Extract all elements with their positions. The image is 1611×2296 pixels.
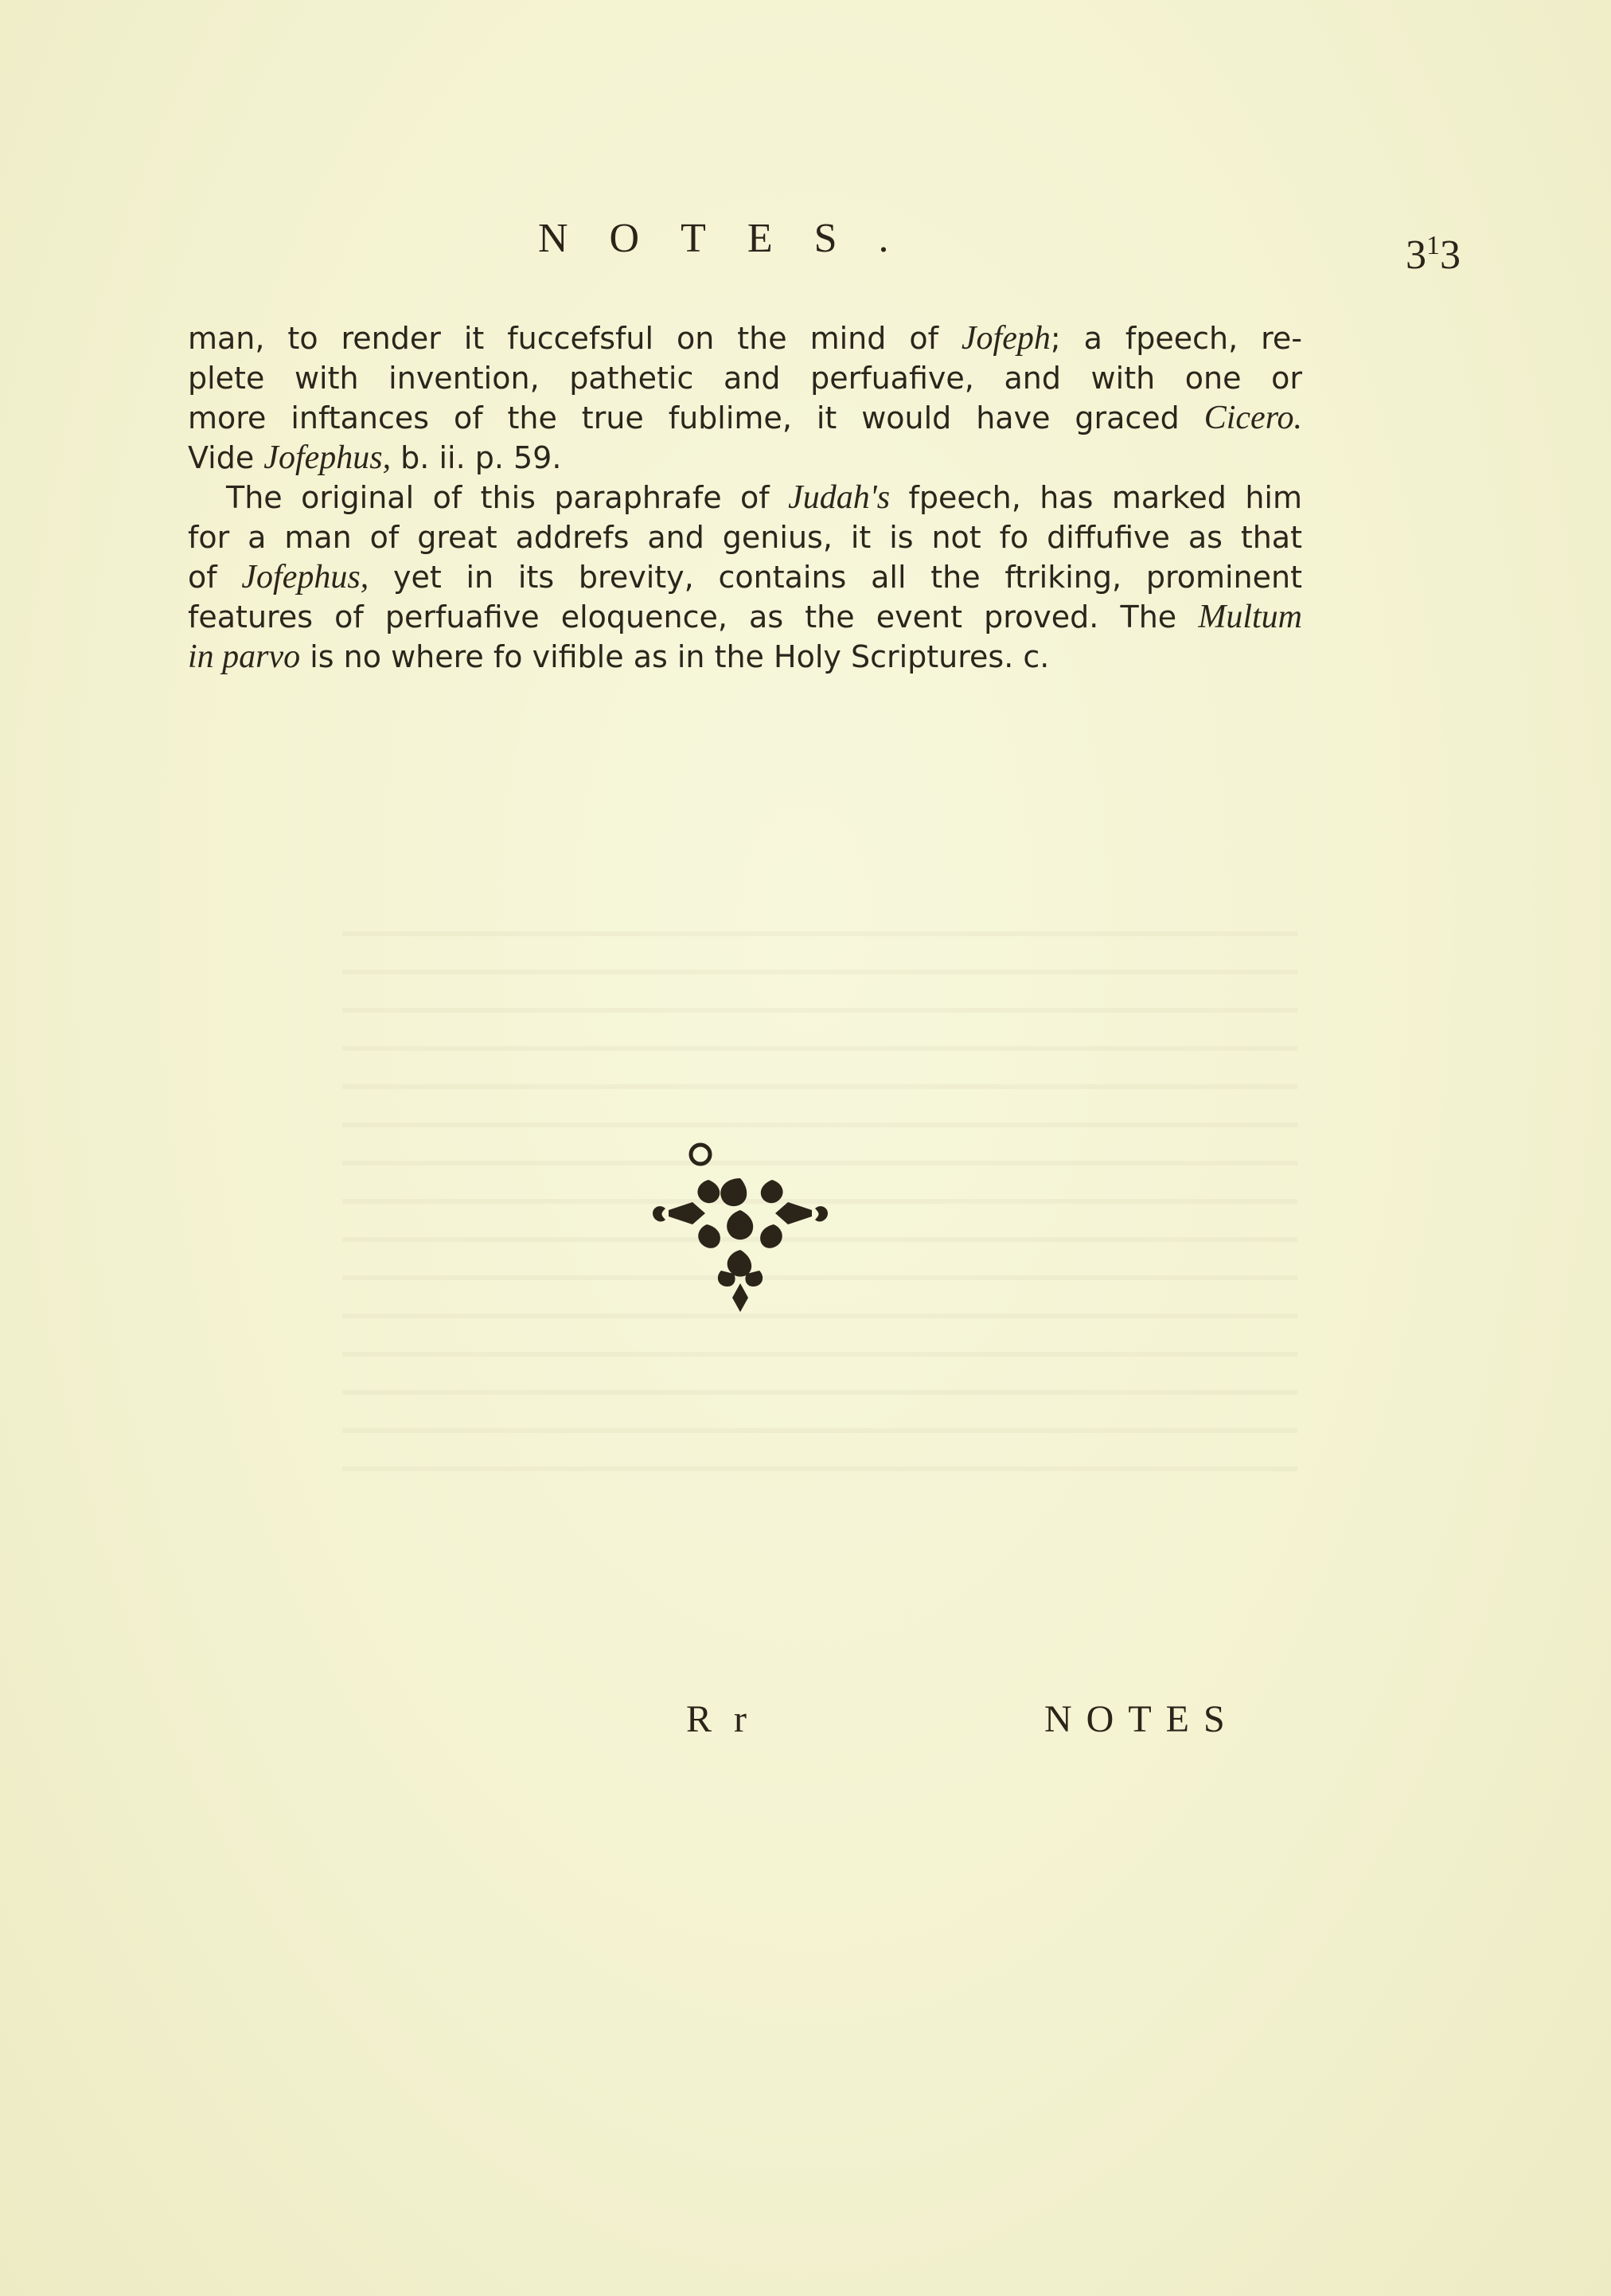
- text-line: [188, 637, 1302, 677]
- text-line: [188, 438, 1302, 478]
- floral-tailpiece-icon: [621, 1130, 860, 1337]
- text-line: for a man of great addrefs and genius, it is not fo diffufive as that: [188, 520, 1302, 555]
- italic-name: Multum: [1198, 599, 1302, 635]
- text-run: Vide: [188, 440, 264, 475]
- text-run: of: [188, 560, 242, 595]
- page-number-tail: 3: [1440, 232, 1461, 278]
- text-line: [188, 398, 1302, 438]
- text-line: [188, 318, 1302, 358]
- text-run: is no where fo vifible as in the Holy Scriptures. c.: [300, 639, 1050, 674]
- text-run: fpeech, has marked him: [890, 480, 1302, 515]
- text-run: The original of this paraphrafe of: [226, 480, 789, 515]
- page-number: [1406, 231, 1461, 279]
- text-run: yet in its brevity, contains all the ftriking, prominent: [369, 560, 1302, 595]
- text-line: [188, 557, 1302, 597]
- catchword: NOTES: [1044, 1698, 1239, 1740]
- text-run: more inftances of the true fublime, it would have graced: [188, 400, 1204, 435]
- page-number-sup: 1: [1426, 231, 1440, 260]
- italic-name: Jofephus,: [241, 559, 369, 595]
- signature-mark: R r: [686, 1698, 753, 1740]
- text-run: b. ii. p. 59.: [391, 440, 562, 475]
- text-line: plete with invention, pathetic and perfuafive, and with one or: [188, 361, 1302, 396]
- italic-name: Cicero.: [1203, 400, 1302, 436]
- text-line: [188, 478, 1302, 517]
- text-line: [188, 597, 1302, 637]
- text-run: man, to render it fuccefsful on the mind of: [188, 321, 962, 356]
- italic-name: Jofeph: [961, 320, 1051, 357]
- notes-body: [188, 318, 1302, 677]
- page-number-lead: 3: [1406, 232, 1426, 278]
- text-run: ; a fpeech, re-: [1050, 321, 1302, 356]
- running-head: NOTES.: [538, 216, 930, 261]
- italic-name: in parvo: [188, 638, 301, 675]
- text-run: features of perfuafive eloquence, as the event proved. The: [188, 599, 1199, 635]
- italic-name: Jofephus,: [263, 439, 392, 476]
- italic-name: Judah's: [788, 479, 891, 516]
